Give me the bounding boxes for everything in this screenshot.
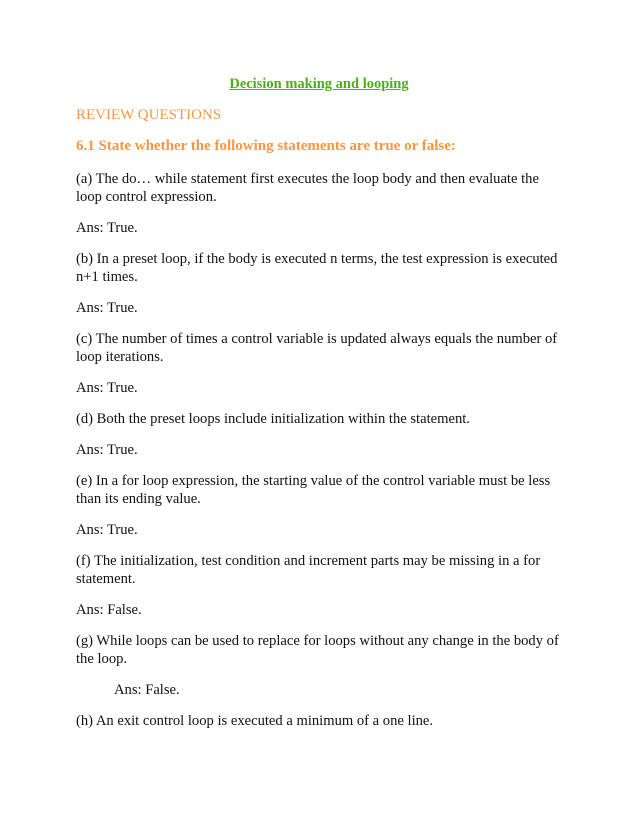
answer-text: Ans: True. <box>76 522 138 538</box>
question-text: (g) While loops can be used to replace for loops without any change in the body of the loop. <box>76 633 559 667</box>
section-heading: 6.1 State whether the following statements are true or false: <box>76 138 456 154</box>
list-item <box>76 552 566 619</box>
list-item <box>76 330 566 397</box>
answer-text: Ans: True. <box>76 300 138 316</box>
answer-text: Ans: True. <box>76 380 138 396</box>
page-title: Decision making and looping <box>229 76 409 92</box>
list-item <box>76 712 566 730</box>
answer-text: Ans: True. <box>76 442 138 458</box>
list-item <box>76 250 566 317</box>
question-text: (a) The do… while statement first executes the loop body and then evaluate the loop control expression. <box>76 171 539 205</box>
question-text: (b) In a preset loop, if the body is executed n terms, the test expression is executed n+1 times. <box>76 251 558 285</box>
question-text: (c) The number of times a control variable is updated always equals the number of loop iterations. <box>76 331 558 365</box>
question-text: (h) An exit control loop is executed a minimum of a one line. <box>76 713 434 729</box>
question-list <box>76 170 566 743</box>
question-text: (f) The initialization, test condition and increment parts may be missing in a for statement. <box>76 553 541 587</box>
list-item <box>76 410 566 459</box>
list-item <box>76 472 566 539</box>
answer-text: Ans: False. <box>114 682 180 698</box>
list-item <box>76 632 566 699</box>
list-item <box>76 170 566 237</box>
section-label: REVIEW QUESTIONS <box>76 107 222 123</box>
answer-text: Ans: False. <box>76 602 142 618</box>
answer-text: Ans: True. <box>76 220 138 236</box>
question-text: (d) Both the preset loops include initialization within the statement. <box>76 411 470 427</box>
question-text: (e) In a for loop expression, the starting value of the control variable must be less than its ending value. <box>76 473 551 507</box>
